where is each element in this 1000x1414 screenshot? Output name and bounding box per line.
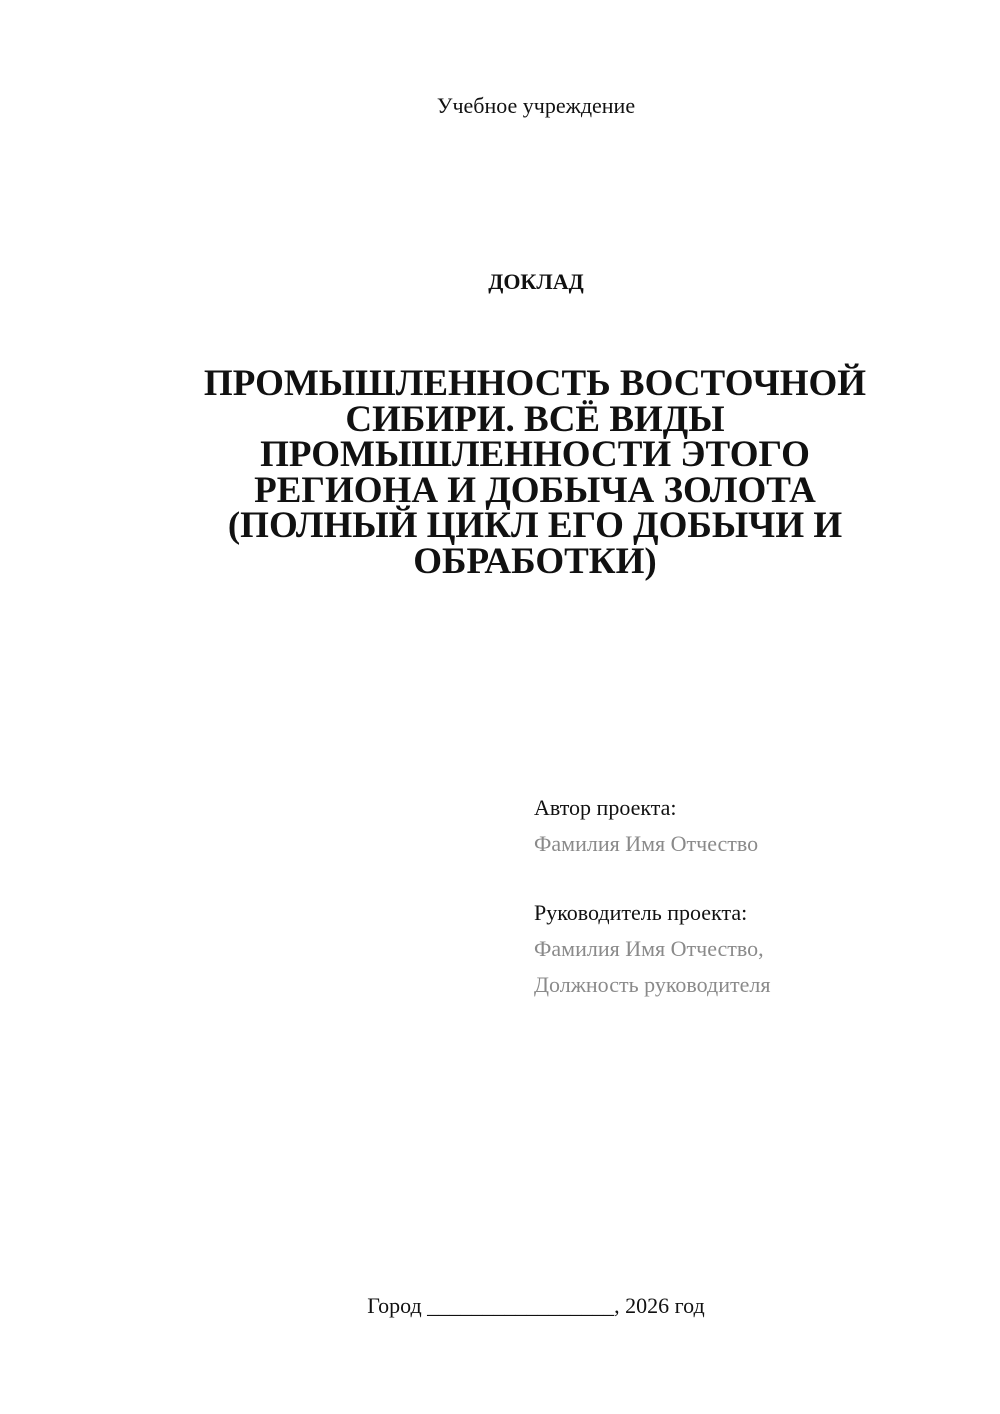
- report-title: [180, 363, 890, 582]
- author-name: Фамилия Имя Отчество: [534, 831, 759, 856]
- title-line: ПРОМЫШЛЕННОСТЬ ВОСТОЧНОЙ: [203, 363, 867, 404]
- title-line: ОБРАБОТКИ): [413, 540, 657, 582]
- document-type: ДОКЛАД: [488, 269, 584, 294]
- supervisor-position: Должность руководителя: [534, 972, 771, 997]
- title-line: ПРОМЫШЛЕННОСТИ ЭТОГО: [260, 434, 810, 475]
- project-people-block: [534, 790, 974, 1003]
- title-line: (ПОЛНЫЙ ЦИКЛ ЕГО ДОБЫЧИ И: [227, 505, 843, 546]
- spacer: [534, 862, 974, 895]
- title-line: РЕГИОНА И ДОБЫЧА ЗОЛОТА: [254, 469, 816, 511]
- supervisor-name: Фамилия Имя Отчество,: [534, 936, 764, 961]
- city-year-line: Город _________________, 2026 год: [367, 1293, 705, 1318]
- supervisor-label: Руководитель проекта:: [534, 900, 748, 925]
- institution-name: Учебное учреждение: [436, 93, 636, 118]
- title-line: СИБИРИ. ВСЁ ВИДЫ: [345, 398, 725, 440]
- author-label: Автор проекта:: [534, 795, 677, 820]
